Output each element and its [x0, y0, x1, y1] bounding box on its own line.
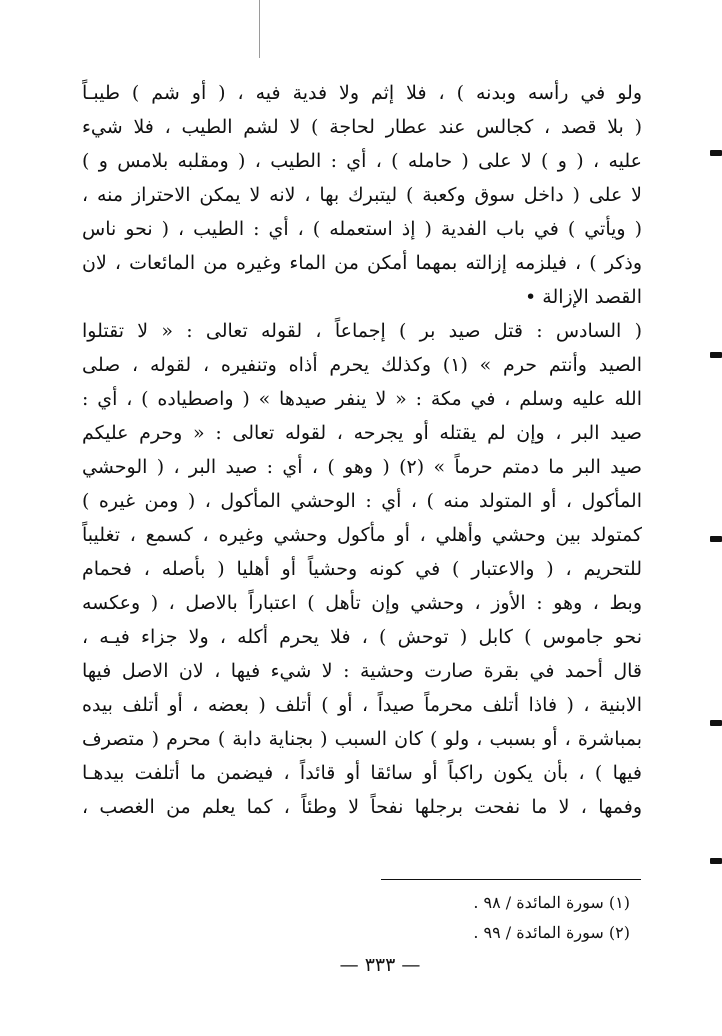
- margin-tab-mark: [710, 858, 722, 864]
- text-line: الله عليه وسلم ، في مكة : « لا ينفر صيدها » ( واصطياده ) ، أي :: [82, 388, 642, 410]
- footnotes-block: [390, 888, 630, 948]
- page-fold-line: [259, 0, 260, 58]
- main-text-block: [82, 76, 642, 824]
- footnote-separator: [381, 879, 641, 880]
- text-line: الصيد وأنتم حرم » (١) وكذلك يحرم أذاه وتنفيره ، لقوله ، صلى: [82, 354, 642, 376]
- text-line: نحو جاموس ) كابل ( توحش ) ، فلا يحرم أكله ، ولا جزاء فيـه ،: [82, 626, 642, 648]
- text-line: القصد الإزالة •: [525, 286, 642, 308]
- text-line: بمباشرة ، أو بسبب ، ولو ) كان السبب ( بجناية دابة ) محرم ( متصرف: [82, 728, 642, 750]
- text-line: عليه ، ( و ) لا على ( حامله ) ، أي : الطيب ، ( ومقلبه بلامس و ): [82, 150, 642, 172]
- margin-tab-mark: [710, 536, 722, 542]
- text-line: كمتولد بين وحشي وأهلي ، أو مأكول وحشي وغيره ، كسمع ، تغليباً: [82, 524, 642, 546]
- footnote: (٢) سورة المائدة / ٩٩ .: [473, 923, 630, 942]
- margin-tab-mark: [710, 352, 722, 358]
- footnote: (١) سورة المائدة / ٩٨ .: [473, 893, 630, 912]
- text-line: ( السادس : قتل صيد بر ) إجماعاً ، لقوله تعالى : « لا تقتلوا: [82, 320, 642, 342]
- text-line: ولو في رأسه وبدنه ) ، فلا إثم ولا فدية فيه ، ( أو شم ) طيبـاً: [82, 82, 642, 104]
- text-line: فيها ) ، بأن يكون راكباً أو سائقا أو قائداً ، فيضمن ما أتلفت بيدهـا: [82, 762, 642, 784]
- text-line: قال أحمد في بقرة صارت وحشية : لا شيء فيها ، لان الاصل فيها: [82, 660, 642, 682]
- text-line: المأكول ، أو المتولد منه ) ، أي : الوحشي المأكول ، ( ومن غيره ): [82, 490, 642, 512]
- text-line: صيد البر ما دمتم حرماً » (٢) ( وهو ) ، أي : صيد البر ، ( الوحشي: [82, 456, 642, 478]
- text-line: للتحريم ، ( والاعتبار ) في كونه وحشياً أو أهليا ( بأصله ، فحمام: [82, 558, 642, 580]
- text-line: وبط ، وهو : الأوز ، وحشي وإن تأهل ) اعتباراً بالاصل ، ( وعكسه: [82, 592, 642, 614]
- page-number: — ٣٣٣ —: [339, 954, 421, 976]
- text-line: ( ويأتي ) في باب الفدية ( إذ استعمله ) ، أي : الطيب ، ( نحو ناس: [82, 218, 642, 240]
- text-line: وفمها ، لا ما نفحت برجلها نفحاً لا وطئاً ، كما يعلم من الغصب ،: [82, 796, 642, 818]
- margin-tab-mark: [710, 720, 722, 726]
- text-line: وذكر ) ، فيلزمه إزالته بمهما أمكن من الماء وغيره من المائعات ، لان: [82, 252, 642, 274]
- text-line: صيد البر ، وإن لم يقتله أو يجرحه ، لقوله تعالى : « وحرم عليكم: [82, 422, 642, 444]
- text-line: لا على ( داخل سوق وكعبة ) ليتبرك بها ، لانه لا يمكن الاحتراز منه ،: [82, 184, 642, 206]
- text-line: ( بلا قصد ، كجالس عند عطار لحاجة ) لا لشم الطيب ، فلا شيء: [82, 116, 642, 138]
- margin-tab-mark: [710, 150, 722, 156]
- text-line: الابنية ، ( فاذا أتلف محرماً صيداً ، أو ) أتلف ( بعضه ، أو أتلف بيده: [82, 694, 642, 716]
